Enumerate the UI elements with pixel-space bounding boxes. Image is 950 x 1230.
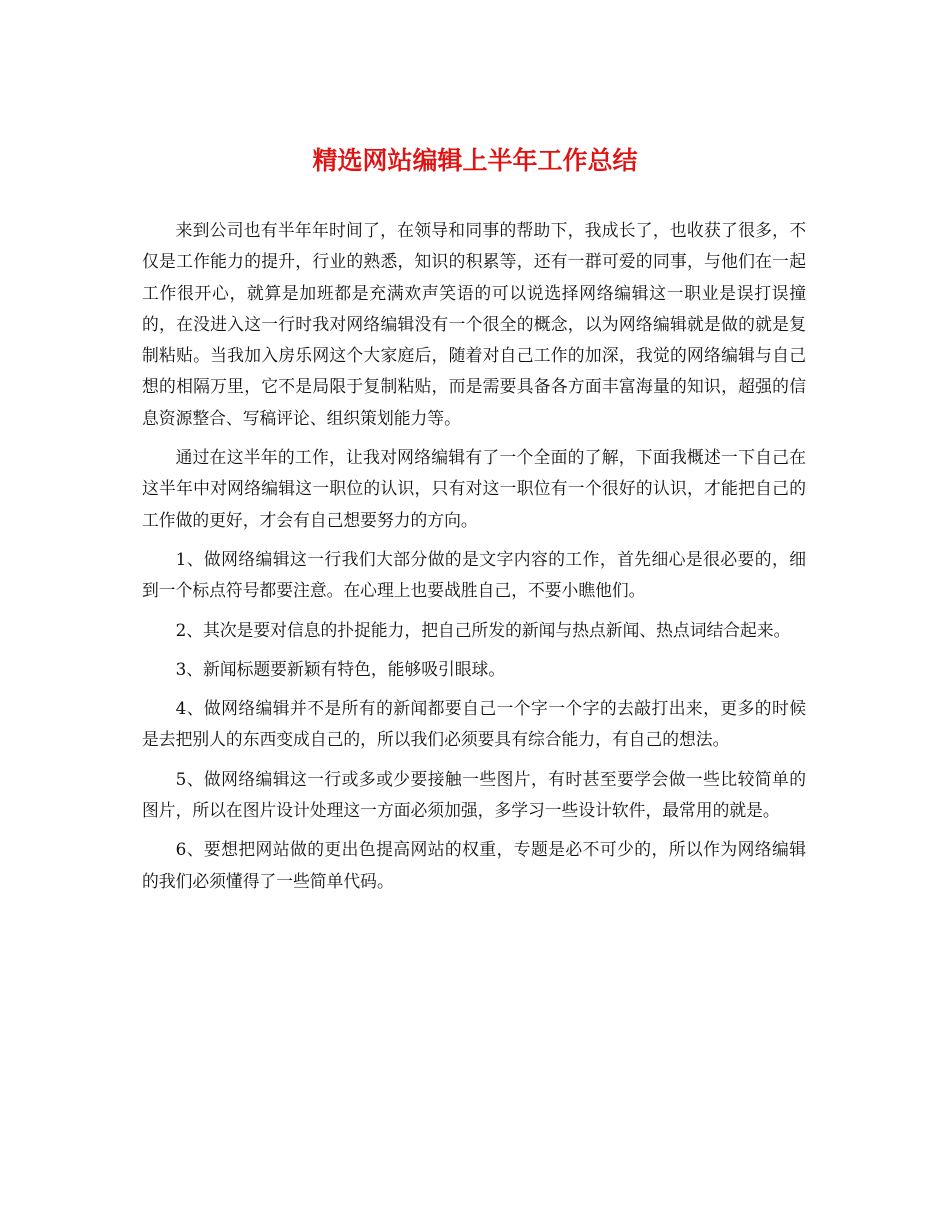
paragraph-point-6: 6、要想把网站做的更出色提高网站的权重，专题是必不可少的，所以作为网络编辑的我们必须懂得了一些简单代码。 xyxy=(142,839,806,891)
paragraph-point-5: 5、做网络编辑这一行或多或少要接触一些图片，有时甚至要学会做一些比较简单的图片，所以在图片设计处理这一方面必须加强，多学习一些设计软件，最常用的就是。 xyxy=(142,768,806,821)
paragraph-intro: 来到公司也有半年年时间了，在领导和同事的帮助下，我成长了，也收获了很多，不仅是工作能力的提升，行业的熟悉，知识的积累等，还有一群可爱的同事，与他们在一起工作很开心，就算是加班都是充满欢声笑语的可以说选择网络编辑这一职业是误打误撞的，在没进入这一行时我对网络编辑没有一个很全的概念，以为网络编辑就是做的就是复制粘贴。当我加入房乐网这个大家庭后，随着对自己工作的加深，我觉的网络编辑与自己想的相隔万里，它不是局限于复制粘贴，而是需要具备各方面丰富海量的知识，超强的信息资源整合、写稿评论、组织策划能力等。 xyxy=(142,220,806,428)
paragraph-overview: 通过在这半年的工作，让我对网络编辑有了一个全面的了解，下面我概述一下自己在这半年中对网络编辑这一职位的认识，只有对这一职位有一个很好的认识，才能把自己的工作做的更好，才会有自己想要努力的方向。 xyxy=(142,447,806,530)
paragraph-point-3: 3、新闻标题要新颖有特色，能够吸引眼球。 xyxy=(175,658,506,679)
paragraph-point-1: 1、做网络编辑这一行我们大部分做的是文字内容的工作，首先细心是很必要的，细到一个标点符号都要注意。在心理上也要战胜自己，不要小瞧他们。 xyxy=(142,548,806,601)
document-title: 精选网站编辑上半年工作总结 xyxy=(312,146,638,175)
paragraph-point-2: 2、其次是要对信息的扑捉能力，把自己所发的新闻与热点新闻、热点词结合起来。 xyxy=(175,619,791,640)
paragraph-point-4: 4、做网络编辑并不是所有的新闻都要自己一个字一个字的去敲打出来，更多的时候是去把别人的东西变成自己的，所以我们必须要具有综合能力，有自己的想法。 xyxy=(142,698,806,750)
document-body xyxy=(142,215,806,905)
